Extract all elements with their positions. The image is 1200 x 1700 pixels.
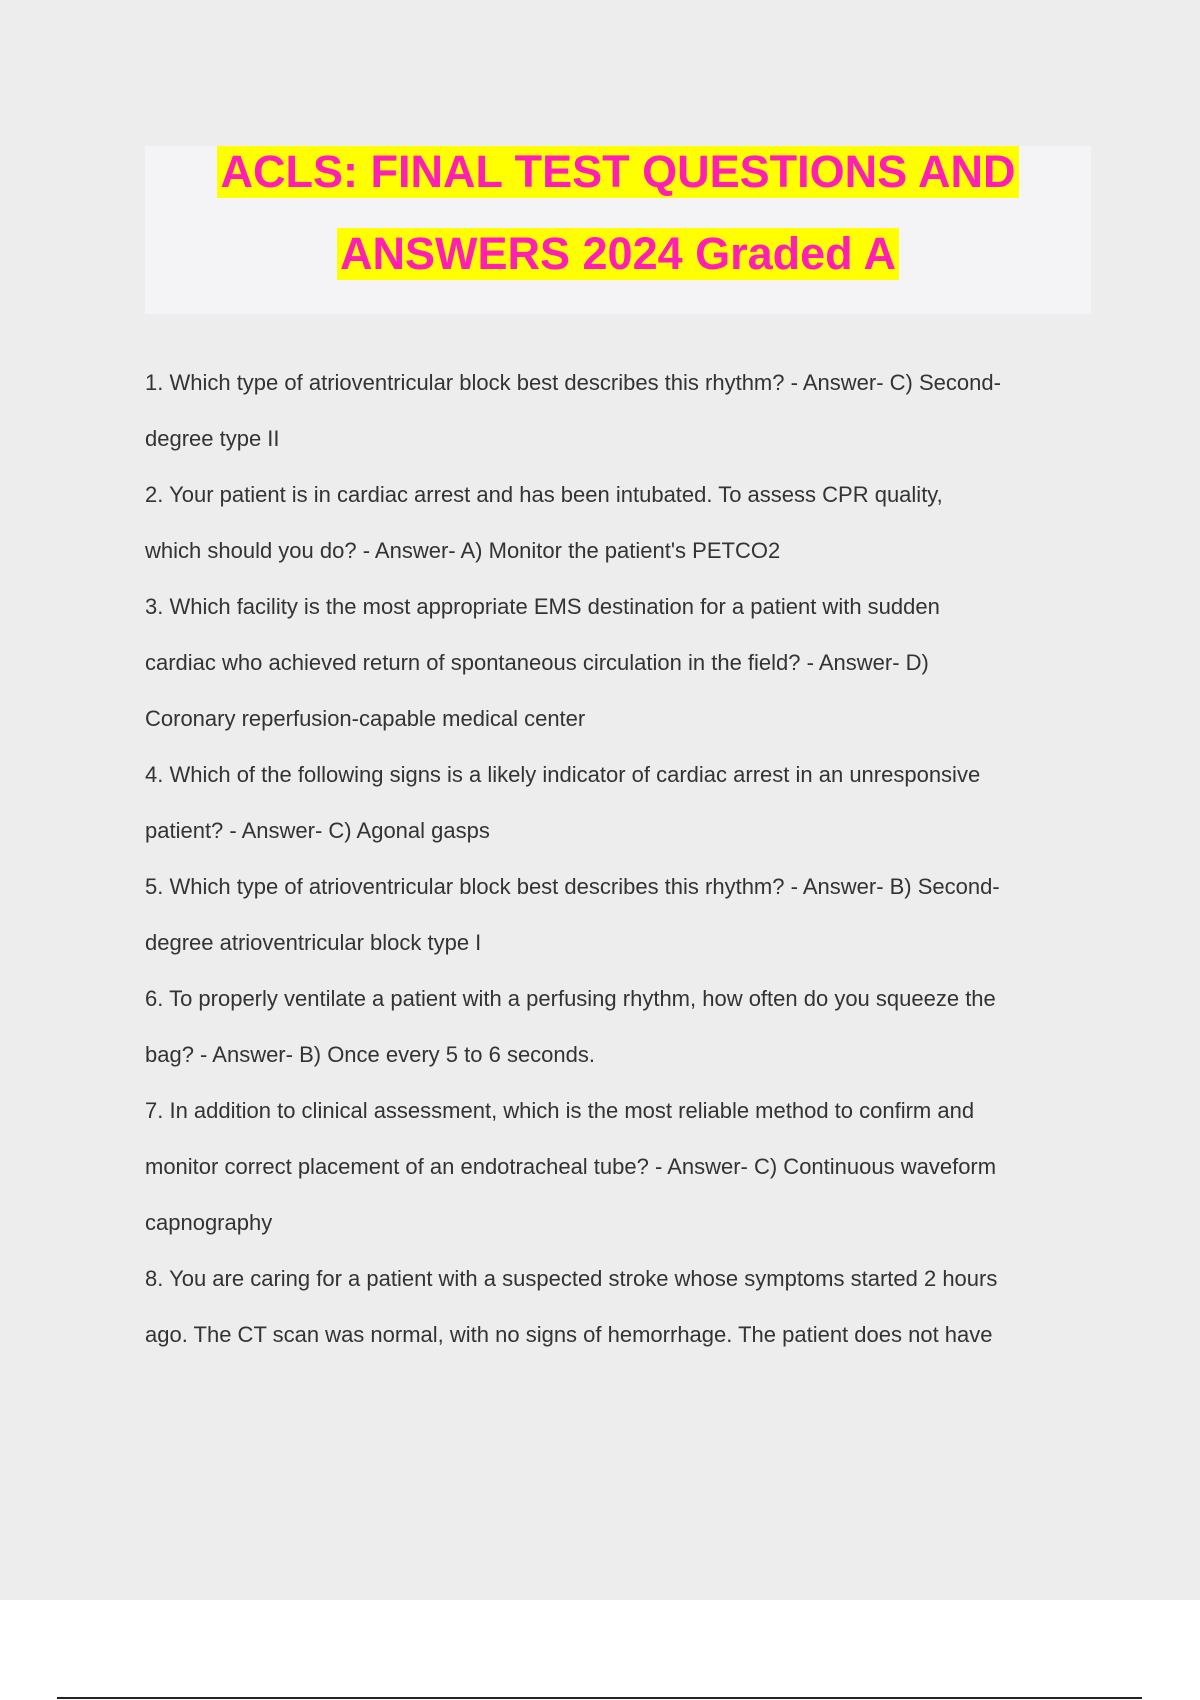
text-line: 7. In addition to clinical assessment, which is the most reliable method to confirm and [145,1098,975,1123]
text-line: 8. You are caring for a patient with a suspected stroke whose symptoms started 2 hours [145,1266,998,1291]
text-line: 1. Which type of atrioventricular block best describes this rhythm? - Answer- C) Second- [145,370,1001,395]
text-line: 4. Which of the following signs is a likely indicator of cardiac arrest in an unresponsive [145,762,981,787]
text-line: bag? - Answer- B) Once every 5 to 6 seconds. [145,1042,596,1067]
text-line: 6. To properly ventilate a patient with a perfusing rhythm, how often do you squeeze the [145,986,996,1011]
title-block [145,146,1091,314]
text-line: patient? - Answer- C) Agonal gasps [145,818,490,843]
title-line-1: ACLS: FINAL TEST QUESTIONS AND [217,146,1018,198]
text-line: 5. Which type of atrioventricular block best describes this rhythm? - Answer- B) Second- [145,874,1000,899]
text-line: ago. The CT scan was normal, with no signs of hemorrhage. The patient does not have [145,1322,993,1347]
text-line: capnography [145,1210,273,1235]
title-line-2: ANSWERS 2024 Graded A [337,228,899,280]
text-line: degree atrioventricular block type I [145,930,482,955]
footer-divider [57,1697,1142,1699]
text-line: Coronary reperfusion-capable medical center [145,706,586,731]
text-line: 3. Which facility is the most appropriate EMS destination for a patient with sudden [145,594,940,619]
text-line: which should you do? - Answer- A) Monitor the patient's PETCO2 [145,538,781,563]
text-line: 2. Your patient is in cardiac arrest and has been intubated. To assess CPR quality, [145,482,943,507]
question-list [145,355,1090,1363]
text-line: degree type II [145,426,280,451]
text-line: cardiac who achieved return of spontaneous circulation in the field? - Answer- D) [145,650,929,675]
text-line: monitor correct placement of an endotracheal tube? - Answer- C) Continuous waveform [145,1154,997,1179]
